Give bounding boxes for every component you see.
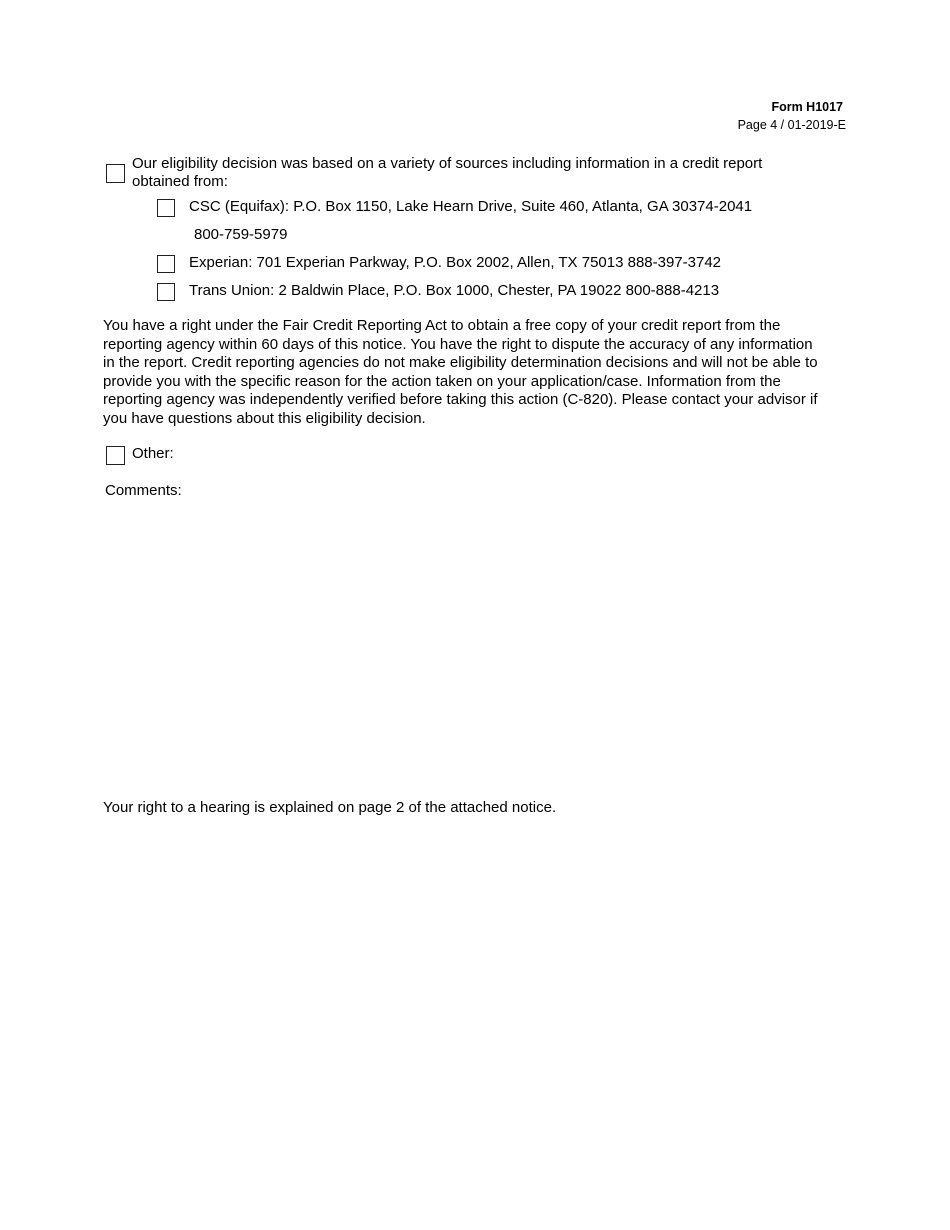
equifax-label: CSC (Equifax): P.O. Box 1150, Lake Hearn Drive, Suite 460, Atlanta, GA 30374-2041 — [189, 198, 753, 215]
transunion-checkbox[interactable] — [157, 283, 175, 301]
page-info: Page 4 / 01-2019-E — [737, 118, 846, 132]
comments-field[interactable] — [105, 505, 850, 785]
experian-checkbox[interactable] — [157, 255, 175, 273]
comments-label: Comments: — [105, 482, 182, 499]
credit-report-checkbox[interactable] — [106, 164, 125, 183]
equifax-phone: 800-759-5979 — [194, 226, 288, 243]
other-label: Other: — [132, 445, 174, 462]
fcra-line: you have questions about this eligibility decision. — [103, 409, 426, 427]
fcra-line: reporting agency within 60 days of this notice. You have the right to dispute the accuracy of any information — [103, 335, 813, 353]
fcra-notice-paragraph — [103, 317, 853, 429]
fcra-line: in the report. Credit reporting agencies do not make eligibility determination decisions and will not be able to — [103, 354, 818, 372]
other-checkbox[interactable] — [106, 446, 125, 465]
hearing-rights-note: Your right to a hearing is explained on page 2 of the attached notice. — [103, 799, 557, 816]
form-number: Form H1017 — [771, 100, 843, 114]
equifax-checkbox[interactable] — [157, 199, 175, 217]
credit-report-label-line1: Our eligibility decision was based on a variety of sources including information in a credit report — [132, 155, 763, 172]
fcra-line: reporting agency was independently verified before taking this action (C-820). Please contact your advisor if — [103, 391, 818, 409]
fcra-line: provide you with the specific reason for the action taken on your application/case. Information from the — [103, 372, 781, 390]
credit-report-label-line2: obtained from: — [132, 173, 228, 190]
experian-label: Experian: 701 Experian Parkway, P.O. Box 2002, Allen, TX 75013 888-397-3742 — [189, 254, 722, 271]
transunion-label: Trans Union: 2 Baldwin Place, P.O. Box 1000, Chester, PA 19022 800-888-4213 — [189, 282, 720, 299]
fcra-line: You have a right under the Fair Credit Reporting Act to obtain a free copy of your credit report from the — [103, 317, 781, 334]
